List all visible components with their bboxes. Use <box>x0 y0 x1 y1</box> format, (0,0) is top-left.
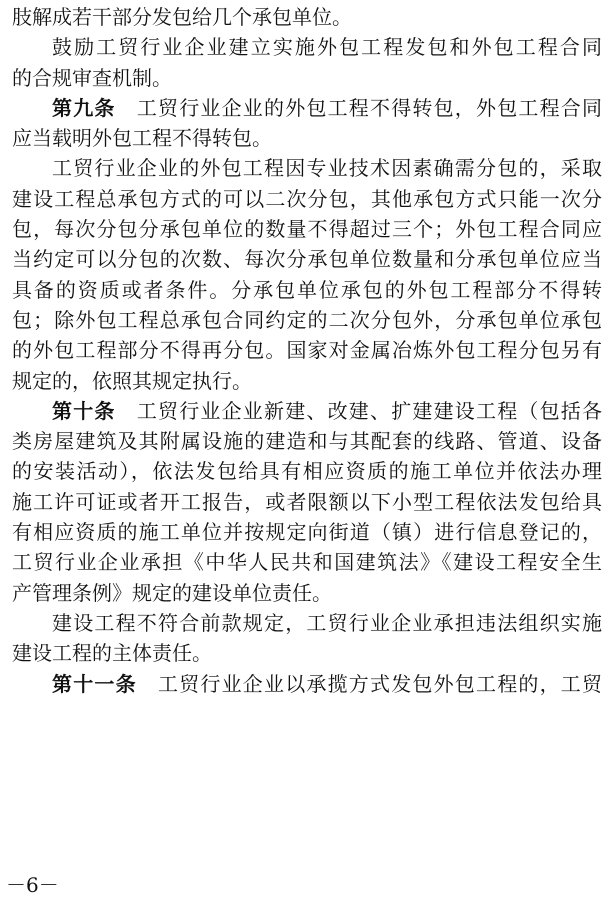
line-text: 产管理条例》规定的建设单位责任。 <box>12 580 332 605</box>
line-text: 规定的，依照其规定执行。 <box>12 368 252 393</box>
text-line <box>12 396 602 426</box>
line-text: 建设工程总承包方式的可以二次分包，其他承包方式只能一次分 <box>12 186 602 211</box>
text-line <box>12 184 602 214</box>
text-line <box>12 275 602 305</box>
text-line <box>12 426 602 456</box>
line-text: 具备的资质或者条件。分承包单位承包的外包工程部分不得转 <box>12 277 602 302</box>
article-heading: 第十一条 <box>52 671 158 696</box>
text-line <box>12 335 602 365</box>
line-text: 工贸行业企业的外包工程不得转包，外包工程合同 <box>136 95 602 120</box>
line-text: 的外包工程部分不得再分包。国家对金属冶炼外包工程分包另有 <box>12 338 602 363</box>
line-text: 施工许可证或者开工报告，或者限额以下小型工程依法发包给具 <box>12 489 602 514</box>
line-text: 包；除外包工程总承包合同约定的二次分包外，分承包单位承包 <box>12 307 602 332</box>
line-text: 工贸行业企业以承揽方式发包外包工程的，工贸 <box>158 671 602 696</box>
paragraph <box>12 608 602 669</box>
text-line <box>12 153 602 183</box>
line-text: 肢解成若干部分发包给几个承包单位。 <box>12 5 352 29</box>
text-line <box>12 487 602 517</box>
text-line <box>12 578 602 608</box>
line-text: 建设工程不符合前款规定，工贸行业企业承担违法组织实施 <box>52 610 602 635</box>
text-line <box>12 456 602 486</box>
page-number: －6－ <box>6 873 59 897</box>
line-text: 包，每次分包分承包单位的数量不得超过三个；外包工程合同应 <box>12 217 602 242</box>
line-text: 类房屋建筑及其附属设施的建造和与其配套的线路、管道、设备 <box>12 429 602 454</box>
article-paragraph <box>12 396 602 608</box>
line-text: 的安装活动），依法发包给具有相应资质的施工单位并依法办理 <box>12 459 602 484</box>
text-line <box>12 366 602 396</box>
text-line <box>12 123 602 153</box>
line-text: 的合规审查机制。 <box>12 65 172 90</box>
text-line <box>12 2 602 32</box>
paragraph <box>12 2 602 32</box>
text-line <box>12 305 602 335</box>
paragraph <box>12 32 602 93</box>
line-text: 工贸行业企业新建、改建、扩建建设工程（包括各 <box>136 398 602 423</box>
text-line <box>12 547 602 577</box>
text-line <box>12 517 602 547</box>
line-text: 有相应资质的施工单位并按规定向街道（镇）进行信息登记的， <box>12 520 602 545</box>
paragraph <box>12 153 602 395</box>
text-line <box>12 63 602 93</box>
line-text: 建设工程的主体责任。 <box>12 641 212 666</box>
line-text: 工贸行业企业的外包工程因专业技术因素确需分包的，采取 <box>52 156 602 181</box>
article-heading: 第九条 <box>52 95 137 120</box>
line-text: 当约定可以分包的次数、每次分承包单位数量和分承包单位应当 <box>12 247 602 272</box>
line-text: 应当载明外包工程不得转包。 <box>12 126 272 151</box>
text-line <box>12 214 602 244</box>
text-line <box>12 608 602 638</box>
body-text <box>12 2 602 699</box>
article-heading: 第十条 <box>52 398 137 423</box>
article-paragraph <box>12 669 602 699</box>
line-text: 鼓励工贸行业企业建立实施外包工程发包和外包工程合同 <box>52 35 602 60</box>
text-line <box>12 244 602 274</box>
article-paragraph <box>12 93 602 154</box>
text-line <box>12 32 602 62</box>
text-line <box>12 669 602 699</box>
line-text: 工贸行业企业承担《中华人民共和国建筑法》《建设工程安全生 <box>12 550 602 575</box>
text-line <box>12 638 602 668</box>
text-line <box>12 93 602 123</box>
